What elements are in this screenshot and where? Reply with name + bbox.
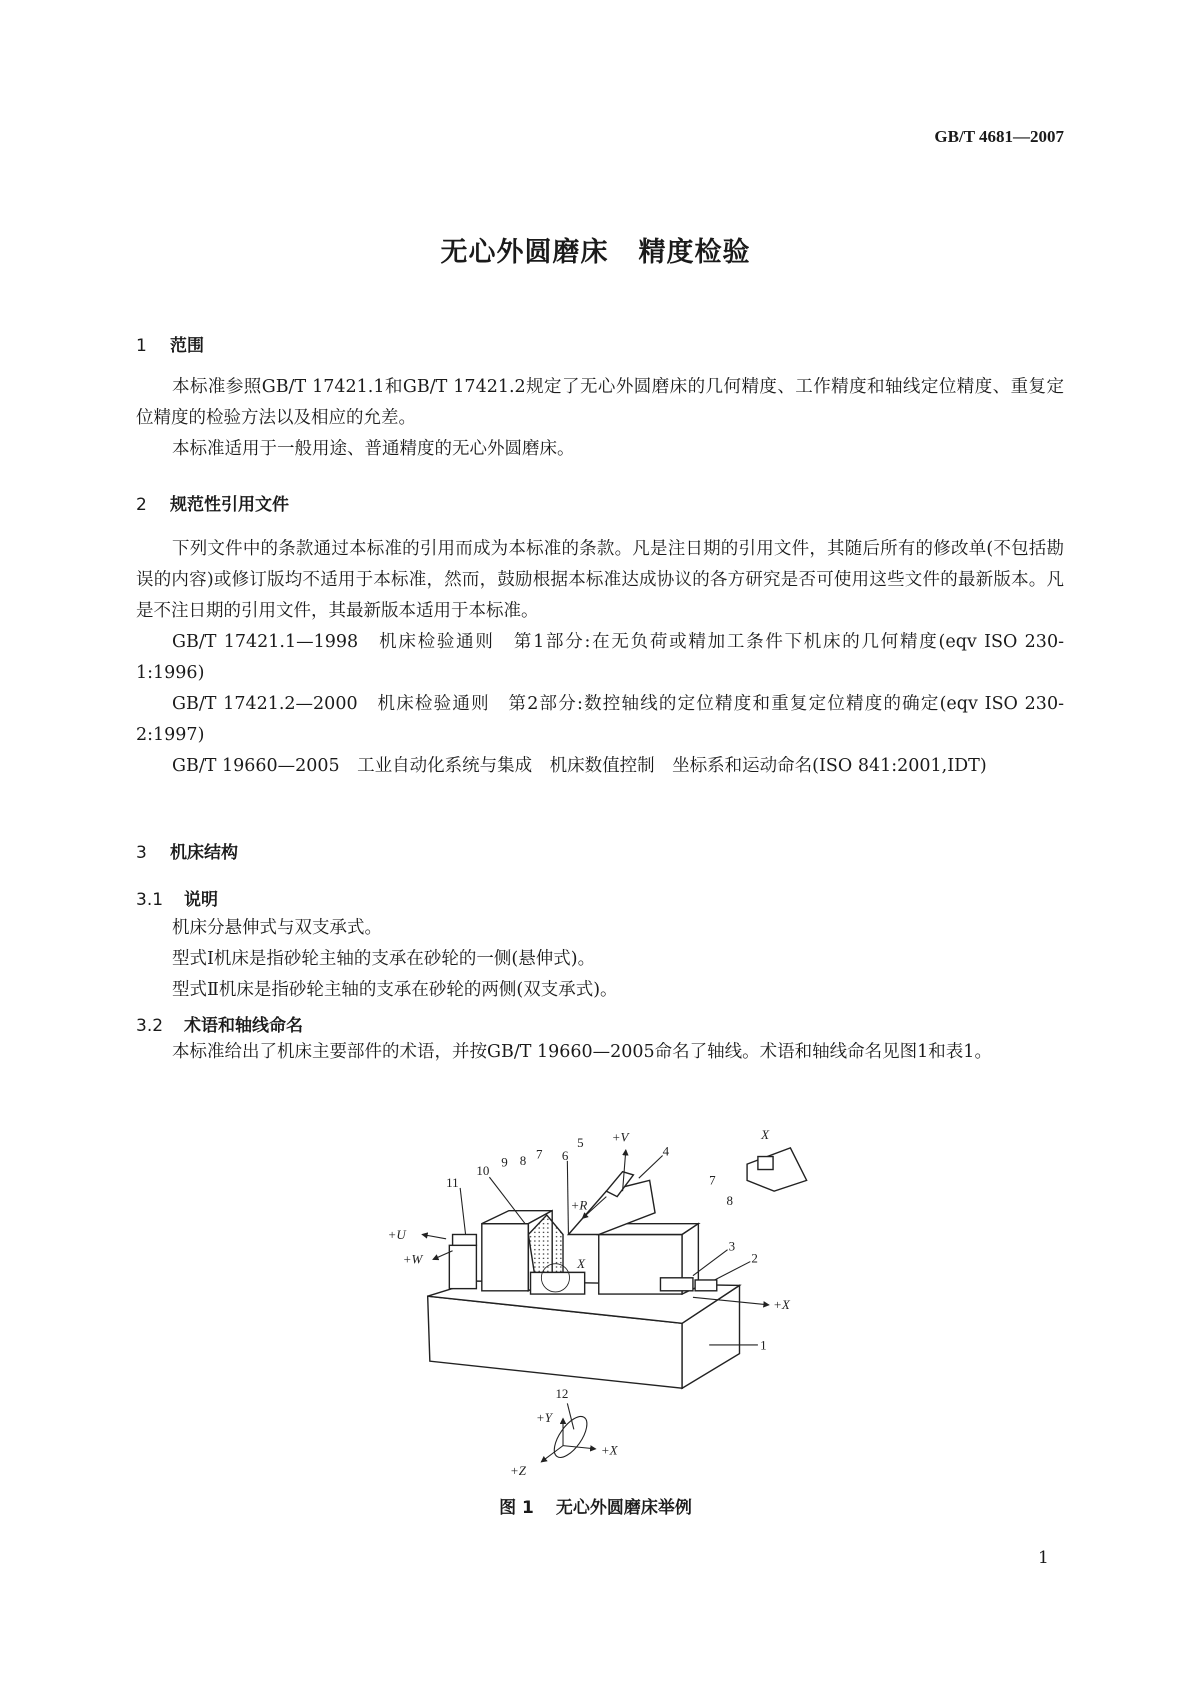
svg-text:+X: +X (600, 1442, 618, 1458)
svg-text:6: 6 (561, 1147, 569, 1163)
reference-item: GB/T 19660—2005 工业自动化系统与集成 机床数值控制 坐标系和运动命名(ISO 841:2001,IDT) (172, 756, 987, 776)
paragraph: 本标准适用于一般用途、普通精度的无心外圆磨床。 (172, 439, 575, 459)
paragraph: 机床分悬伸式与双支承式。 (172, 918, 382, 938)
svg-text:+W: +W (402, 1251, 423, 1267)
svg-text:+R: +R (570, 1197, 588, 1213)
svg-text:+X: +X (773, 1297, 790, 1313)
svg-text:8: 8 (726, 1193, 734, 1209)
section-3-2-heading: 3.2 术语和轴线命名 (136, 1016, 303, 1036)
paragraph: 型式Ⅱ机床是指砂轮主轴的支承在砂轮的两侧(双支承式)。 (172, 980, 618, 1000)
figure-centerless-grinder (0, 1100, 1191, 1500)
section-3-1-heading: 3.1 说明 (136, 890, 218, 910)
svg-text:X: X (761, 1127, 770, 1143)
work-rest (531, 1272, 585, 1294)
title-part2: 精度检验 (638, 237, 751, 268)
section-3-heading: 3 机床结构 (136, 843, 238, 863)
svg-text:+V: +V (611, 1129, 629, 1145)
page-title (0, 230, 1191, 269)
reference-item: GB/T 17421.2—2000 机床检验通则 第2部分:数控轴线的定位精度和重复定位精度的确定(eqv ISO 230-2:1997) (136, 694, 1064, 745)
paragraph: 本标准给出了机床主要部件的术语，并按GB/T 19660—2005命名了轴线。术语和轴线命名见图1和表1。 (172, 1042, 992, 1062)
svg-text:3: 3 (728, 1238, 736, 1254)
svg-text:1: 1 (760, 1337, 767, 1353)
svg-text:+U: +U (387, 1226, 406, 1242)
paragraph: 型式Ⅰ机床是指砂轮主轴的支承在砂轮的一侧(悬伸式)。 (172, 949, 596, 969)
svg-text:+Y: +Y (535, 1409, 552, 1425)
section-3-2-body (136, 1037, 1064, 1068)
paragraph: 本标准参照GB/T 17421.1和GB/T 17421.2规定了无心外圆磨床的几何精度、工作精度和轴线定位精度、重复定位精度的检验方法以及相应的允差。 (136, 377, 1064, 428)
section-3-1-body (136, 913, 1064, 1006)
figure-caption: 图 1 无心外圆磨床举例 (499, 1498, 692, 1518)
svg-text:X: X (577, 1256, 586, 1272)
slide-2 (695, 1280, 717, 1291)
section-1-body (136, 372, 1064, 465)
slide-3 (660, 1278, 692, 1291)
inset-block (747, 1148, 807, 1191)
section-2-body (136, 534, 1064, 782)
svg-text:+Z: +Z (509, 1462, 526, 1478)
section-1-heading: 1 范围 (136, 336, 204, 356)
machine-drawing (428, 1148, 807, 1388)
svg-text:8: 8 (519, 1153, 527, 1169)
svg-text:5: 5 (577, 1134, 584, 1150)
title-part1: 无心外圆磨床 (440, 237, 609, 268)
page-number: 1 (1038, 1548, 1049, 1568)
reference-item: GB/T 17421.1—1998 机床检验通则 第1部分:在无负荷或精加工条件下机床的几何精度(eqv ISO 230-1:1996) (136, 632, 1064, 683)
grinding-wheel-head (482, 1224, 529, 1291)
svg-text:7: 7 (535, 1146, 543, 1162)
svg-text:4: 4 (662, 1143, 670, 1159)
standard-number: GB/T 4681—2007 (934, 127, 1064, 146)
svg-text:10: 10 (476, 1162, 490, 1178)
section-2-heading: 2 规范性引用文件 (136, 495, 289, 515)
svg-text:12: 12 (555, 1385, 569, 1401)
svg-text:2: 2 (751, 1250, 758, 1266)
svg-text:11: 11 (446, 1174, 459, 1190)
svg-text:7: 7 (709, 1172, 716, 1188)
svg-text:9: 9 (501, 1154, 508, 1170)
paragraph: 下列文件中的条款通过本标准的引用而成为本标准的条款。凡是注日期的引用文件，其随后所有的修改单(不包括勘误的内容)或修订版均不适用于本标准，然而，鼓励根据本标准达成协议的各方研究是否可使用这些文件的最新版本。凡是不注日期的引用文件，其最新版本适用于本标准。 (136, 539, 1064, 621)
dressing-column (449, 1245, 476, 1288)
